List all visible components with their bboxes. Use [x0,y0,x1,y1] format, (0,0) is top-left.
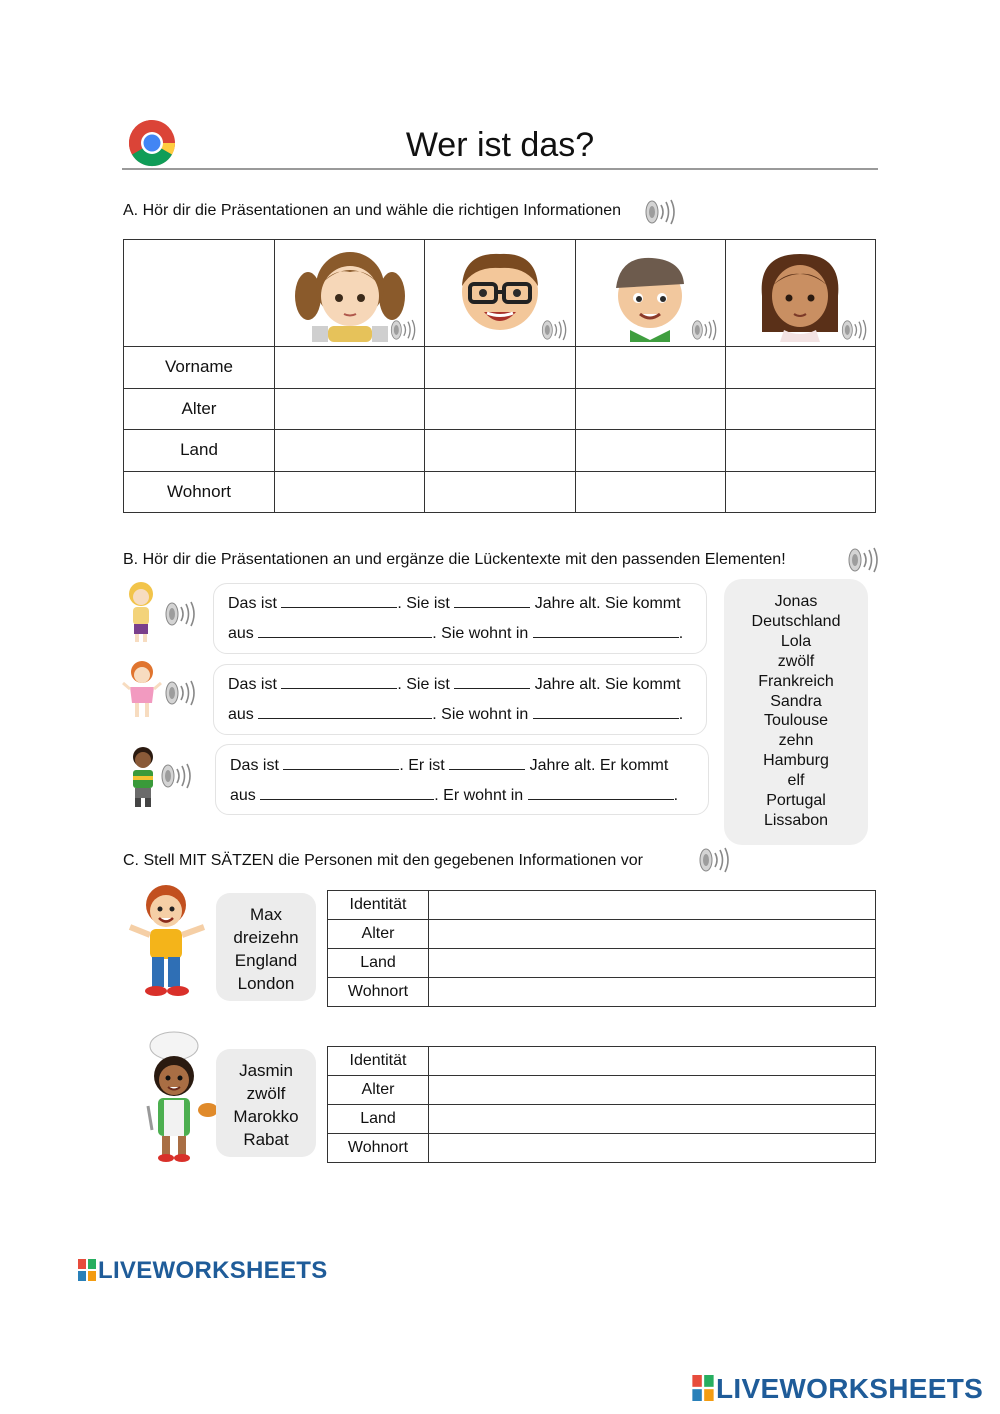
answer-field[interactable] [429,949,876,978]
word-bank-item[interactable]: Deutschland [751,612,841,630]
answer-field[interactable] [429,1134,876,1163]
answer-cell[interactable] [425,347,575,389]
answer-cell[interactable] [575,430,725,472]
label-wohnort: Wohnort [328,978,429,1007]
gap-text: . Sie ist [397,676,450,693]
gap-text-box-3 [215,744,709,815]
gap-text: . [678,706,684,723]
answer-field[interactable] [429,891,876,920]
label-identitaet: Identität [328,1047,429,1076]
liveworksheets-mark-icon [78,1259,96,1281]
row-label-vorname: Vorname [124,347,275,389]
speaker-icon[interactable] [689,319,719,341]
liveworksheets-mark-icon [692,1375,714,1401]
blank-city[interactable] [533,705,679,719]
section-a-instruction: A. Hör dir die Präsentationen an und wähle die richtigen Informationen [123,202,622,219]
blank-name[interactable] [283,756,399,770]
gap-text: aus [228,706,254,723]
answer-cell[interactable] [725,388,875,430]
gap-text: aus [230,787,256,804]
speaker-icon[interactable] [158,763,194,789]
label-alter: Alter [328,920,429,949]
blank-country[interactable] [258,705,432,719]
word-bank-item[interactable]: zwölf [777,652,815,670]
person-cell-2 [425,240,575,347]
answer-cell[interactable] [725,347,875,389]
section-b-instruction: B. Hör dir die Präsentationen an und ergänze die Lückentexte mit den passenden Elementen! [123,551,786,568]
word-bank-item[interactable]: elf [787,772,805,790]
row-label-wohnort: Wohnort [124,471,275,513]
word-bank-item[interactable]: Frankreich [758,672,834,690]
gap-text: Jahre alt. Er kommt [529,757,669,774]
label-land: Land [328,949,429,978]
gap-text-box-2 [213,664,707,735]
blank-country[interactable] [260,786,434,800]
title-divider [122,168,878,170]
label-alter: Alter [328,1076,429,1105]
chrome-logo-icon [128,119,176,167]
answer-cell[interactable] [575,388,725,430]
speaker-icon[interactable] [162,601,198,627]
blank-country[interactable] [258,624,432,638]
label-land: Land [328,1105,429,1134]
info-city: Rabat [243,1130,289,1149]
section-c-table-1 [327,890,876,1007]
gap-text: Jahre alt. Sie kommt [534,676,681,693]
girl-red-hair-picture [122,659,162,721]
brand-text: LIVEWORKSHEETS [716,1373,984,1404]
gap-text: Das ist [230,757,279,774]
speaker-icon[interactable] [162,680,198,706]
person-cell-1 [275,240,425,347]
answer-cell[interactable] [275,388,425,430]
blank-age[interactable] [454,675,530,689]
liveworksheets-logo [78,1257,328,1285]
speaker-icon[interactable] [839,319,869,341]
answer-cell[interactable] [725,430,875,472]
answer-cell[interactable] [725,471,875,513]
girl-chef-jasmin-picture [138,1030,220,1168]
blank-name[interactable] [281,594,397,608]
word-bank [724,579,868,845]
blank-city[interactable] [528,786,674,800]
gap-text: . Er wohnt in [434,787,524,804]
answer-cell[interactable] [425,471,575,513]
answer-cell[interactable] [425,430,575,472]
speaker-icon[interactable] [642,199,678,225]
person-cell-3 [575,240,725,347]
gap-text: . Sie wohnt in [432,706,529,723]
speaker-icon[interactable] [388,319,418,341]
answer-field[interactable] [429,920,876,949]
info-country: England [234,951,298,970]
word-bank-item[interactable]: Portugal [766,792,826,810]
gap-text: . [678,625,684,642]
answer-cell[interactable] [575,471,725,513]
section-c-table-2 [327,1046,876,1163]
info-age: zwölf [246,1084,286,1103]
person-cell-4 [725,240,875,347]
word-bank-item[interactable]: Jonas [774,593,818,610]
row-label-alter: Alter [124,388,275,430]
info-box-person-2 [216,1049,316,1157]
section-c-instruction: C. Stell MIT SÄTZEN die Personen mit den gegebenen Informationen vor [123,852,643,869]
gap-text: . Sie wohnt in [432,625,529,642]
blank-age[interactable] [449,756,525,770]
answer-cell[interactable] [425,388,575,430]
brand-text: LIVEWORKSHEETS [98,1257,328,1284]
gap-text: Das ist [228,595,277,612]
answer-field[interactable] [429,1105,876,1134]
gap-text: . Er ist [399,757,445,774]
speaker-icon[interactable] [539,319,569,341]
boy-max-picture [124,881,210,1001]
blank-age[interactable] [454,594,530,608]
gap-text: Das ist [228,676,277,693]
answer-cell[interactable] [275,471,425,513]
info-name: Max [249,905,283,924]
gap-text: Jahre alt. Sie kommt [534,595,681,612]
gap-text: aus [228,625,254,642]
label-identitaet: Identität [328,891,429,920]
gap-text: . Sie ist [397,595,450,612]
gap-text-box-1 [213,583,707,654]
word-bank-item[interactable]: Lola [780,632,812,650]
row-label-land: Land [124,430,275,472]
info-country: Marokko [233,1107,299,1126]
answer-field[interactable] [429,1076,876,1105]
boy-dark-hair-picture [126,745,160,809]
section-a-table [123,239,876,513]
page-title: Wer ist das? [405,126,595,164]
word-bank-item[interactable]: zehn [778,732,814,750]
answer-field[interactable] [429,978,876,1007]
answer-field[interactable] [429,1047,876,1076]
liveworksheets-logo [692,1373,983,1405]
answer-cell[interactable] [275,347,425,389]
speaker-icon[interactable] [696,847,732,873]
blank-city[interactable] [533,624,679,638]
info-name: Jasmin [239,1061,293,1080]
info-box-person-1 [216,893,316,1001]
info-age: dreizehn [233,928,299,947]
label-wohnort: Wohnort [328,1134,429,1163]
word-bank-item[interactable]: Lissabon [763,811,829,829]
word-bank-item[interactable]: Hamburg [763,752,829,770]
word-bank-item[interactable]: Sandra [770,692,822,710]
speaker-icon[interactable] [845,547,881,573]
blank-name[interactable] [281,675,397,689]
answer-cell[interactable] [275,430,425,472]
girl-blonde-picture [124,580,158,644]
empty-corner-cell [124,240,275,347]
gap-text: . [673,787,679,804]
info-city: London [237,974,295,993]
answer-cell[interactable] [575,347,725,389]
word-bank-item[interactable]: Toulouse [763,712,829,730]
